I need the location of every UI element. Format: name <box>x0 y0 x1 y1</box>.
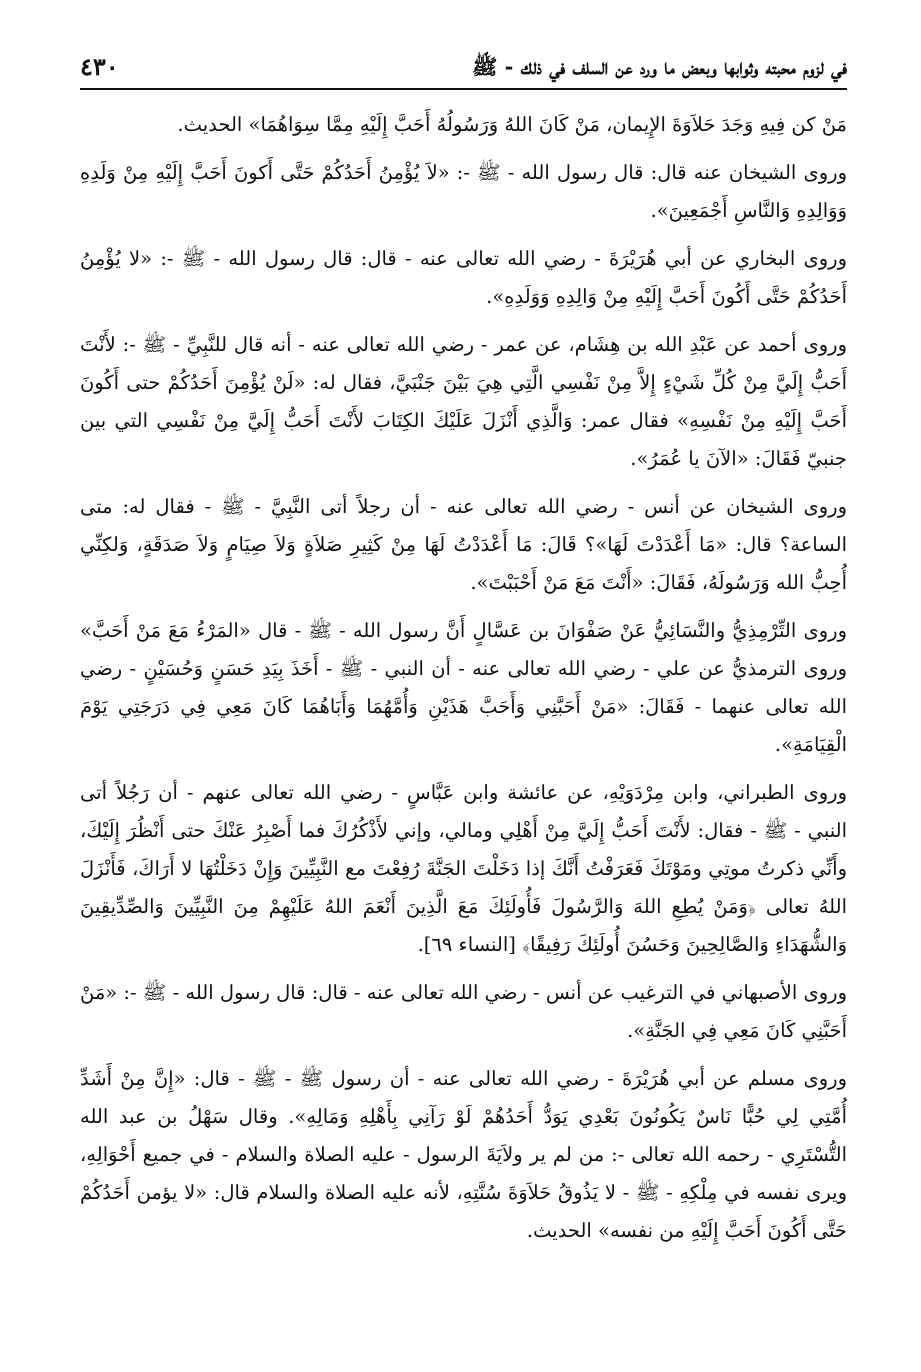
paragraph-8: وروى الأصبهاني في الترغيب عن أنس - رضي الله تعالى عنه - قال: قال رسول الله - ﷺ -: «مَنْ أَحَبَّنِي كَانَ مَعِي فِي الجَنَّةِ». <box>80 981 847 1042</box>
paragraph-2: وروى الشيخان عنه قال: قال رسول الله - ﷺ -: «لاَ يُؤْمِنُ أَحَدُكُمْ حَتَّى أَكونَ أَحَبَّ إِلَيْهِ مِنْ وَلَدِهِ وَوَالِدِهِ وَالنَّاسِ أَجْمَعِينَ». <box>80 161 847 222</box>
page-header <box>80 52 847 90</box>
paragraph-5: وروى الشيخان عن أنس - رضي الله تعالى عنه - أن رجلاً أتى النَّبِيَّ - ﷺ - فقال له: متى الساعة؟ قال: «مَا أَعْدَدْتَ لَهَا»؟ قَالَ: مَا أَعْدَدْتُ لَهَا مِنْ كَثِيرِ صَلاَةٍ وَلاَ صِيَامٍ وَلاَ صَدَقَةٍ، وَلكِنِّي أُحِبُّ الله وَرَسُولَهُ، فَقَالَ: «أَنْتَ مَعَ مَنْ أَحْبَبْتَ». <box>80 495 847 594</box>
paragraph-1: مَنْ كن فِيهِ وَجَدَ حَلاَوَةَ الإِيمان، مَنْ كَانَ اللهُ وَرَسُولُهُ أَحَبَّ إِلَيْهِ مِمَّا سِوَاهُمَا» الحديث. <box>177 113 847 136</box>
paragraph-6: وروى التِّرْمِذِيُّ والنَّسَائِيُّ عَنْ صَفْوَانَ بن عَسَّالٍ أَنَّ رسول الله - ﷺ - قال «المَرْءُ مَعَ مَنْ أَحَبَّ» وروى الترمذيُّ عن علي - رضي الله تعالى عنه - أن النبي - ﷺ - أَخَذَ بِيَدِ حَسَنٍ وَحُسَيْنٍ - رضي الله تعالى عنهما - فَقَالَ: «مَنْ أَحَبَّنِي وَأَحَبَّ هَذَيْنِ وَأُمَّهُمَا وَأَبَاهُمَا كَانَ مَعِي فِي دَرَجَتِي يَوْمَ الْقِيَامَةِ». <box>80 619 847 756</box>
paragraph-3: وروى البخاري عن أبي هُرَيْرَةَ - رضي الله تعالى عنه - قال: قال رسول الله - ﷺ -: «لا يُؤْمِنُ أَحَدُكُمْ حَتَّى أَكُونَ أَحَبَّ إِلَيْهِ مِنْ وَالِدِهِ وَوَلَدِهِ». <box>80 247 847 308</box>
paragraph-9: وروى مسلم عن أبي هُرَيْرَةَ - رضي الله تعالى عنه - أن رسول ﷺ - ﷺ - قال: «إِنَّ مِنْ أَشَدِّ أُمَّتِي لِي حُبًّا نَاسٌ يَكُونُونَ بَعْدِي يَوَدُّ أَحَدُهُمْ لَوْ رَآنِي بِأَهْلِهِ وَمَالِهِ». وقال سَهْلُ بن عبد الله التُّسْتَرِي - رحمه الله تعالى -: من لم ير ولاَيَةَ الرسول - عليه الصلاة والسلام - في جميع أَحْوَالِهِ، ويرى نفسه في مِلْكِهِ - ﷺ - لا يَذُوقُ حَلاَوَةَ سُنَّتِهِ، لأنه عليه الصلاة والسلام قال: «لا يؤمن أَحَدُكُمْ حَتَّى أَكُونَ أَحَبَّ إِلَيْهِ من نفسه» الحديث. <box>80 1067 847 1242</box>
paragraph-4: وروى أحمد عن عَبْدِ الله بن هِشَام، عن عمر - رضي الله تعالى عنه - أنه قال للنَّبِيِّ - ﷺ -: لأَنْتَ أَحَبُّ إِلَيَّ مِنْ كُلِّ شَيْءٍ إِلاَّ مِنْ نَفْسِي الَّتِي هِيَ بَيْنَ جَنْبَيَّ، فقال له: «لَنْ يُؤْمِنَ أَحَدُكُمْ حتى أَكُونَ أَحَبَّ إِلَيْهِ مِنْ نَفْسِهِ» فقال عمر: وَالَّذِي أَنْزَلَ عَلَيْكَ الكِتَابَ لأَنْتَ أَحَبُّ إِلَيَّ مِنْ نَفْسِي التي بين جنبيّ فَقَالَ: «الآنَ يا عُمَرُ». <box>80 333 847 470</box>
running-title: في لزوم محبته وثوابها وبعض ما ورد عن السلف في ذلك - ﷺ <box>472 54 847 79</box>
paragraph-7: وروى الطبراني، وابن مِرْدَوَيْهِ، عن عائشة وابن عَبَّاسٍ - رضي الله تعالى عنهم - أن رَجُلاً أتى النبي - ﷺ - فقال: لأَنْتَ أَحَبُّ إِلَيَّ مِنْ أَهْلِي ومالي، وإني لأَذْكُرُكَ فما أَصْبِرُ عَنْكَ حتى أَنْظُرَ إِلَيْكَ، وأَنِّي ذكرتُ موتِي ومَوْتَكَ فَعَرَفْتُ أَنَّكَ إذا دَخَلْتَ الجَنَّةَ رُفِعْتَ مع النَّبِيِّينَ وَإِنْ دَخَلْتُهَا لا أَرَاكَ، فَأَنْزَلَ اللهُ تعالى ﴿وَمَنْ يُطِعِ اللهَ وَالرَّسُولَ فَأُولَئِكَ مَعَ الَّذِينَ أَنْعَمَ اللهُ عَلَيْهِمْ مِنَ النَّبِيِّينَ وَالصِّدِّيقِينَ وَالشُّهَدَاءِ وَالصَّالِحِينَ وَحَسُنَ أُولَئِكَ رَفِيقًا﴾ [النساء ٦٩]. <box>80 781 847 956</box>
page-number: ٤٣٠ <box>80 52 119 81</box>
